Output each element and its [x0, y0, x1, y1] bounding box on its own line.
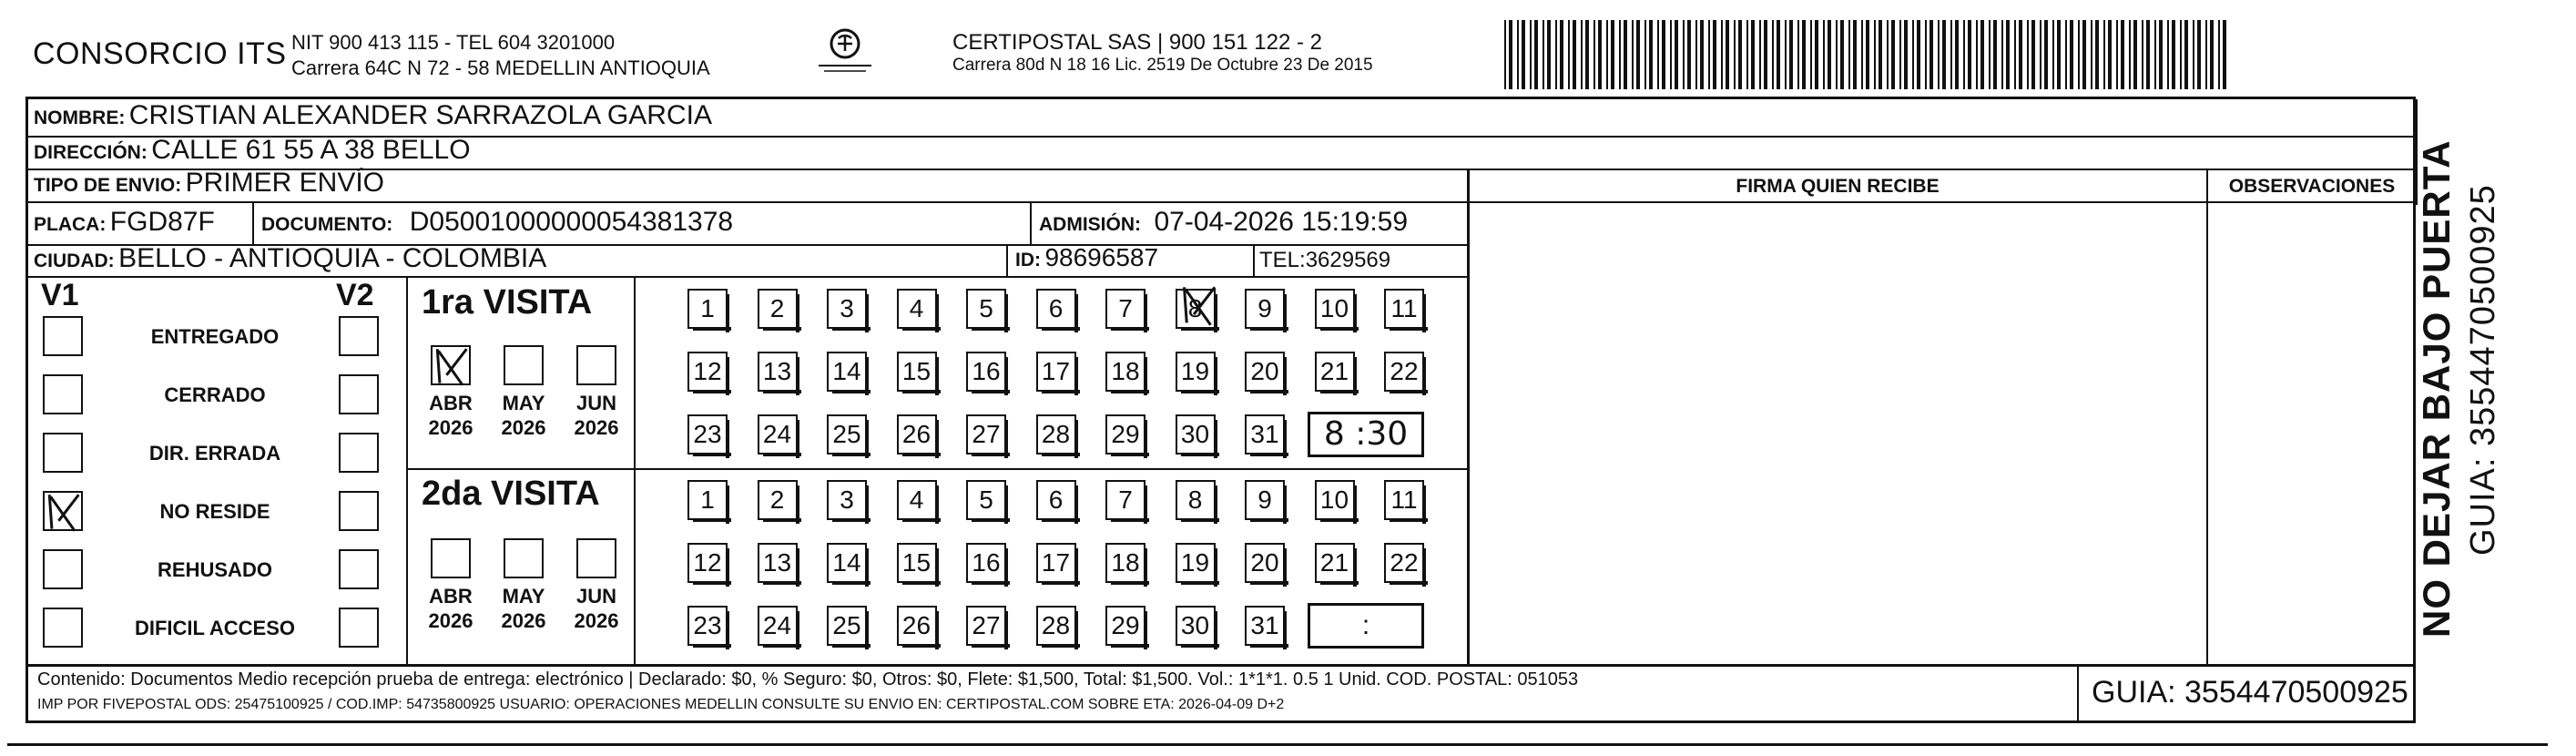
day-box[interactable]: 24 [758, 606, 798, 646]
tel-label: TEL: [1259, 248, 1306, 272]
v2-checkbox[interactable] [339, 608, 379, 648]
placa-label: PLACA: [34, 214, 107, 235]
day-box[interactable]: 16 [966, 543, 1006, 583]
day-box[interactable]: 8 [1176, 480, 1216, 520]
day-box[interactable]: 12 [687, 543, 728, 583]
day-box[interactable]: 4 [897, 289, 937, 329]
day-box[interactable]: 21 [1315, 543, 1355, 583]
day-box[interactable]: 3 [827, 480, 867, 520]
day-box[interactable]: 27 [966, 414, 1006, 455]
no-dejar-bajo-puerta: NO DEJAR BAJO PUERTA [2415, 139, 2458, 638]
nombre-label: NOMBRE: [34, 107, 126, 128]
footer-imp: IMP POR FIVEPOSTAL ODS: 25475100925 / COD.IMP: 54735800925 USUARIO: OPERACIONES MEDELLIN CONSULTE SU ENVIO EN: CERTIPOSTAL.COM SOBRE ETA: 2026-04-09 D+2 [37, 697, 1285, 712]
month-label: MAY 2026 [501, 585, 546, 632]
month-checkbox[interactable] [576, 345, 616, 385]
day-box[interactable]: 4 [897, 480, 937, 520]
cut-line [7, 743, 2548, 746]
courier-logo-icon [813, 26, 877, 77]
day-box[interactable]: 7 [1105, 289, 1145, 329]
courier-info [952, 30, 1373, 76]
day-box[interactable]: 31 [1245, 606, 1285, 646]
documento-row [261, 207, 733, 238]
day-box[interactable]: 30 [1176, 606, 1216, 646]
month-label: JUN 2026 [574, 585, 619, 632]
day-box[interactable]: 28 [1036, 414, 1076, 455]
day-box[interactable]: 23 [687, 606, 728, 646]
v1-checkbox[interactable] [43, 433, 83, 473]
day-box[interactable]: 8 [1176, 289, 1216, 329]
day-box[interactable]: 5 [966, 480, 1006, 520]
month-checkbox[interactable] [576, 538, 616, 578]
day-box[interactable]: 24 [758, 414, 798, 455]
day-box[interactable]: 12 [687, 352, 728, 392]
month-checkbox[interactable] [431, 538, 471, 578]
id-label: ID: [1015, 250, 1041, 271]
day-box[interactable]: 16 [966, 352, 1006, 392]
day-box[interactable]: 11 [1384, 289, 1424, 329]
shipping-label-frame [25, 97, 2416, 723]
tipo-value: PRIMER ENVÍO [185, 168, 385, 198]
v1-label: V1 [41, 278, 79, 312]
v2-checkbox[interactable] [339, 316, 379, 356]
day-box[interactable]: 2 [758, 480, 798, 520]
day-box[interactable]: 17 [1036, 543, 1076, 583]
documento-label: DOCUMENTO: [261, 214, 393, 235]
month-checkbox[interactable] [504, 538, 544, 578]
status-option-label: DIFICIL ACCESO [134, 617, 295, 639]
visit2-title: 2da VISITA [422, 475, 600, 513]
status-option-label: CERRADO [164, 383, 266, 406]
day-box[interactable]: 6 [1036, 289, 1076, 329]
v1-checkbox[interactable] [43, 549, 83, 589]
nombre-row [34, 100, 712, 131]
day-box[interactable]: 28 [1036, 606, 1076, 646]
checkmark-icon [433, 347, 473, 387]
v1-checkbox[interactable] [43, 491, 83, 531]
day-box[interactable]: 27 [966, 606, 1006, 646]
day-box[interactable]: 25 [827, 414, 867, 455]
day-box[interactable]: 7 [1105, 480, 1145, 520]
direccion-label: DIRECCIÓN: [34, 142, 148, 163]
v2-checkbox[interactable] [339, 374, 379, 414]
company-name: CONSORCIO ITS [33, 36, 287, 71]
placa-row [34, 207, 215, 238]
month-checkbox[interactable] [504, 345, 544, 385]
day-box[interactable]: 26 [897, 414, 937, 455]
day-box[interactable]: 25 [827, 606, 867, 646]
day-box[interactable]: 15 [897, 543, 937, 583]
status-option-label: DIR. ERRADA [148, 442, 281, 465]
day-box[interactable]: 9 [1245, 289, 1285, 329]
day-box[interactable]: 11 [1384, 480, 1424, 520]
day-box[interactable]: 1 [687, 289, 728, 329]
footer-guia: GUIA: 3554470500925 [2092, 675, 2408, 710]
day-box[interactable]: 18 [1105, 543, 1145, 583]
day-box[interactable]: 15 [897, 352, 937, 392]
day-box[interactable]: 31 [1245, 414, 1285, 455]
v2-checkbox[interactable] [339, 491, 379, 531]
barcode [1504, 20, 2233, 89]
direccion-row [34, 135, 471, 166]
day-box[interactable]: 14 [827, 543, 867, 583]
day-box[interactable]: 6 [1036, 480, 1076, 520]
v2-checkbox[interactable] [339, 433, 379, 473]
day-box[interactable]: 29 [1105, 606, 1145, 646]
day-box[interactable]: 26 [897, 606, 937, 646]
day-box[interactable]: 13 [758, 543, 798, 583]
visit1-time-value: 8 :30 [1323, 415, 1409, 453]
tel-value: 3629569 [1305, 248, 1391, 272]
courier-address: Carrera 80d N 18 16 Lic. 2519 De Octubre 23 De 2015 [952, 56, 1373, 75]
month-label: MAY 2026 [501, 392, 546, 439]
admision-row [1039, 207, 1408, 238]
day-box[interactable]: 19 [1176, 352, 1216, 392]
day-box[interactable]: 30 [1176, 414, 1216, 455]
ciudad-row [34, 243, 546, 274]
ciudad-label: CIUDAD: [34, 250, 115, 271]
month-checkbox[interactable] [431, 345, 471, 385]
direccion-value: CALLE 61 55 A 38 BELLO [151, 135, 471, 165]
id-row [1015, 243, 1158, 272]
placa-value: FGD87F [109, 207, 215, 237]
status-option-label: REHUSADO [158, 558, 272, 581]
status-option-label: NO RESIDE [159, 500, 270, 523]
admision-value: 07-04-2026 15:19:59 [1154, 207, 1409, 237]
footer-contenido: Contenido: Documentos Medio recepción prueba de entrega: electrónico | Declarado: $0, % Seguro: $0, Otros: $0, Flete: $1,500, Total: $1,500. Vol.: 1*1*1. 0.5 1 Unid. COD. POSTAL: 051053 [37, 669, 1579, 690]
day-box[interactable]: 3 [827, 289, 867, 329]
observaciones-label: OBSERVACIONES [2228, 176, 2396, 197]
tipo-label: TIPO DE ENVIO: [34, 175, 182, 196]
v2-label: V2 [336, 278, 374, 312]
courier-name: CERTIPOSTAL SAS | 900 151 122 - 2 [952, 30, 1322, 55]
day-box[interactable]: 21 [1315, 352, 1355, 392]
day-box[interactable]: 23 [687, 414, 728, 455]
day-box[interactable]: 14 [827, 352, 867, 392]
visit1-title: 1ra VISITA [422, 283, 593, 322]
company-address: Carrera 64C N 72 - 58 MEDELLIN ANTIOQUIA [291, 56, 710, 79]
v1-checkbox[interactable] [43, 374, 83, 414]
firma-label: FIRMA QUIEN RECIBE [1736, 176, 1940, 197]
company-contact [291, 30, 710, 81]
day-box[interactable]: 22 [1384, 352, 1424, 392]
day-box[interactable]: 22 [1384, 543, 1424, 583]
tipo-row [34, 168, 384, 199]
day-box[interactable]: 29 [1105, 414, 1145, 455]
day-box[interactable]: 20 [1245, 543, 1285, 583]
day-box[interactable]: 1 [687, 480, 728, 520]
v1-checkbox[interactable] [43, 316, 83, 356]
checkmark-icon [1179, 285, 1221, 327]
nit-line: NIT 900 413 115 - TEL 604 3201000 [291, 31, 616, 54]
month-label: JUN 2026 [574, 392, 619, 439]
side-guia: GUIA: 3554470500925 [2464, 184, 2502, 556]
day-box[interactable]: 13 [758, 352, 798, 392]
documento-value: D05001000000054381378 [409, 207, 734, 237]
day-box[interactable]: 20 [1245, 352, 1285, 392]
tel-row [1259, 248, 1390, 273]
visit2-time[interactable] [1308, 603, 1424, 649]
day-box[interactable]: 10 [1315, 289, 1355, 329]
v1-checkbox[interactable] [43, 608, 83, 648]
checkmark-icon [45, 493, 85, 533]
ciudad-value: BELLO - ANTIOQUIA - COLOMBIA [118, 243, 547, 273]
month-label: ABR 2026 [428, 585, 473, 632]
admision-label: ADMISIÓN: [1039, 214, 1141, 235]
id-value: 98696587 [1044, 243, 1159, 271]
day-box[interactable]: 19 [1176, 543, 1216, 583]
day-box[interactable]: 10 [1315, 480, 1355, 520]
day-box[interactable]: 18 [1105, 352, 1145, 392]
status-option-label: ENTREGADO [150, 325, 280, 348]
day-box[interactable]: 9 [1245, 480, 1285, 520]
v2-checkbox[interactable] [339, 549, 379, 589]
day-box[interactable]: 2 [758, 289, 798, 329]
day-box[interactable]: 17 [1036, 352, 1076, 392]
visit1-time[interactable] [1308, 412, 1424, 457]
day-box[interactable]: 5 [966, 289, 1006, 329]
nombre-value: CRISTIAN ALEXANDER SARRAZOLA GARCIA [128, 100, 712, 130]
visit2-time-value: : [1361, 610, 1370, 640]
month-label: ABR 2026 [428, 392, 473, 439]
